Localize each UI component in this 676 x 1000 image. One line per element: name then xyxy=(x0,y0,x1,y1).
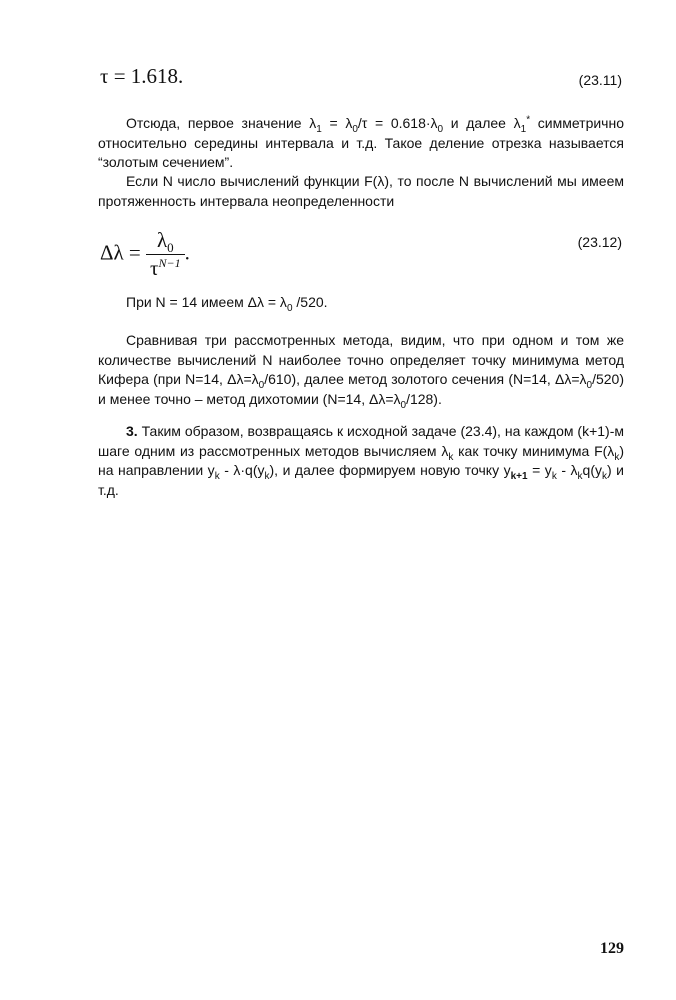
equation-number: (23.11) xyxy=(578,72,622,88)
golden-ratio-formula: τ = 1.618. xyxy=(100,64,184,88)
paragraph-n14-result: При N = 14 имеем $\Delta\lambda = \lambda_0$ /520. xyxy=(126,294,328,314)
page-number: 129 xyxy=(600,940,624,957)
paragraph-evaluations: Если N число вычислений функции F(λ), то после N вычислений мы имеем протяженность интервала неопределенности xyxy=(98,173,624,209)
equation-number: (23.12) xyxy=(577,234,622,250)
paragraph-iteration-step: 3. Таким образом, возвращаясь к исходной задаче (23.4), на каждом (k+1)-м шаге одним из рассмотренных методов вычисляем $\lambda_k$ как точку минимума $F(\lambda_k)$ на направлении $y_k - \lambda\cdot q(y_k)$, и далее формируем новую точку $y_{k+1} = y_k - \lambda_kq(y_k)$ и т.д. xyxy=(98,423,624,498)
interval-length-formula: Δλ = $\frac{\lambda_0}{\tau^{N-1}}$ . xyxy=(100,228,190,280)
equation-23-11 xyxy=(98,64,622,104)
paragraph-methods-comparison: Сравнивая три рассмотренных метода, видим, что при одном и том же количестве вычислений N наиболее точно определяет точку минимума метод Кифера (при N=14, $\Delta\lambda=\lambda_0/610$), далее метод золотого сечения (N=14, $\Delta\lambda=\lambda_0/520$) и менее точно – метод дихотомии (N=14, $\Delta\lambda=\lambda_0/128$). xyxy=(98,332,624,411)
paragraph-golden-section: Отсюда, первое значение $\lambda_1 = \lambda_0/\tau = 0.618\cdot\lambda_0$ и далее $\lambda_1^*$ симметрично относительно середины интервала и т.д. Такое деление отрезка называется “золотым сечением”. xyxy=(98,114,624,170)
equation-23-12 xyxy=(98,222,622,282)
